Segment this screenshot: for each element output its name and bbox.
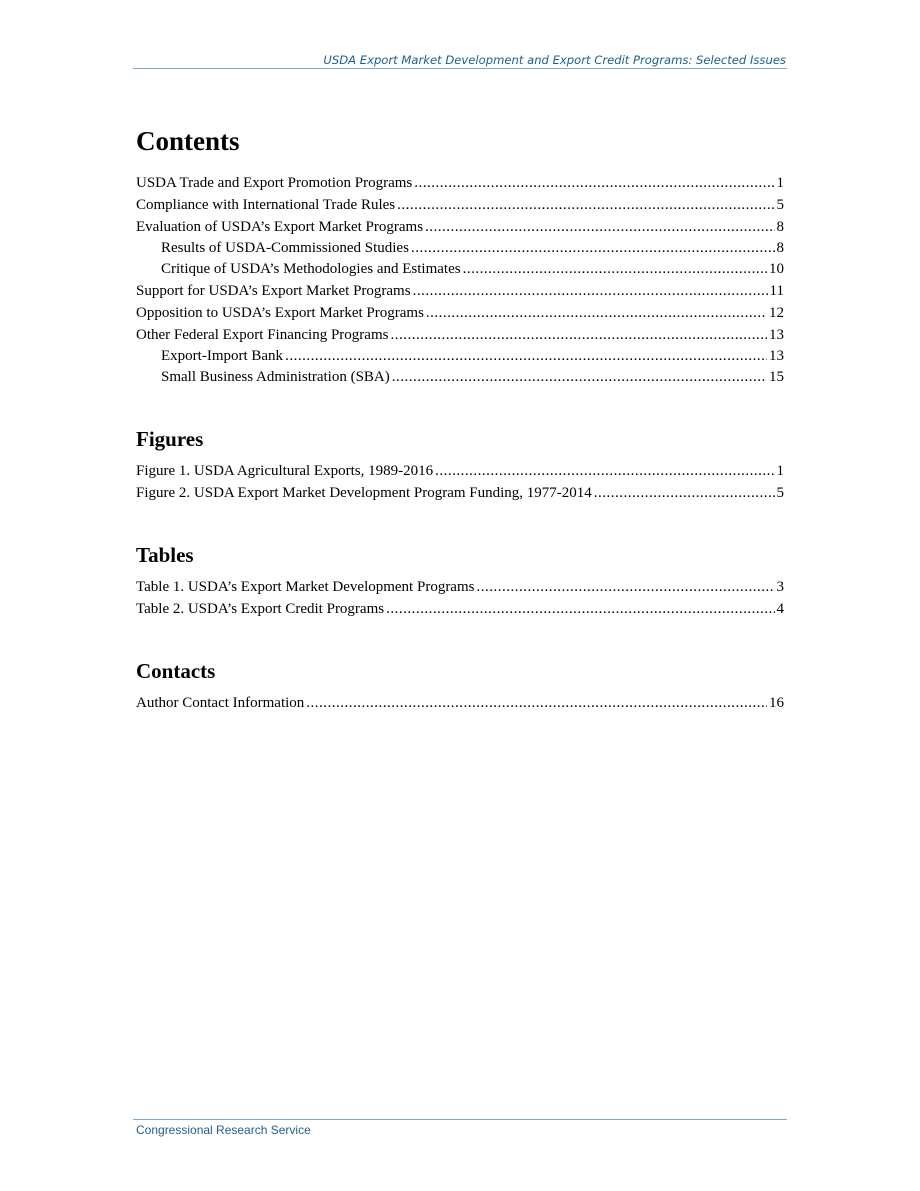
dot-leader xyxy=(435,460,774,482)
toc-entry-evaluation[interactable] xyxy=(136,216,784,238)
toc-label: Results of USDA-Commissioned Studies xyxy=(161,240,409,256)
toc-label: Figure 1. USDA Agricultural Exports, 1989-2016 xyxy=(136,463,434,479)
toc-page-number: 13 xyxy=(769,327,784,343)
dot-leader xyxy=(413,280,768,302)
toc-entry-other-federal[interactable] xyxy=(136,324,784,346)
toc-page-number: 1 xyxy=(776,175,784,191)
toc-label: Other Federal Export Financing Programs xyxy=(136,327,389,343)
toc-page-number: 15 xyxy=(769,369,784,385)
toc-entry-support[interactable] xyxy=(136,280,784,302)
toc-entry-table-1[interactable] xyxy=(136,576,784,598)
toc-entry-table-2[interactable] xyxy=(136,598,784,620)
toc-label: Author Contact Information xyxy=(136,695,305,711)
dot-leader xyxy=(392,367,767,388)
toc-label: Compliance with International Trade Rules xyxy=(136,197,396,213)
contents-list xyxy=(136,172,784,388)
dot-leader xyxy=(426,302,767,324)
toc-page-number: 8 xyxy=(776,240,784,256)
contacts-list xyxy=(136,692,784,714)
toc-entry-author-contact[interactable] xyxy=(136,692,784,714)
dot-leader xyxy=(285,346,767,367)
toc-page-number: 8 xyxy=(776,219,784,235)
toc-label: Opposition to USDA’s Export Market Programs xyxy=(136,305,424,321)
dot-leader xyxy=(306,692,767,714)
toc-entry-figure-1[interactable] xyxy=(136,460,784,482)
toc-page-number: 1 xyxy=(776,463,784,479)
toc-entry-trade-export-promotion[interactable] xyxy=(136,172,784,194)
dot-leader xyxy=(425,216,774,238)
toc-page-number: 10 xyxy=(769,261,784,277)
toc-page-number: 12 xyxy=(769,305,784,321)
toc-page-number: 5 xyxy=(776,197,784,213)
toc-page-number: 3 xyxy=(776,579,784,595)
toc-label: Critique of USDA’s Methodologies and Estimates xyxy=(161,261,461,277)
header-rule xyxy=(133,68,787,69)
toc-label: Evaluation of USDA’s Export Market Programs xyxy=(136,219,424,235)
dot-leader xyxy=(594,482,775,504)
toc-entry-sba[interactable] xyxy=(136,367,784,388)
dot-leader xyxy=(463,259,767,280)
contents-title: Contents xyxy=(136,126,240,156)
footer-rule xyxy=(133,1119,787,1120)
toc-page-number: 11 xyxy=(769,283,784,299)
dot-leader xyxy=(397,194,774,216)
tables-list xyxy=(136,576,784,620)
toc-page-number: 13 xyxy=(769,348,784,364)
toc-page-number: 5 xyxy=(776,485,784,501)
toc-label: Table 2. USDA’s Export Credit Programs xyxy=(136,601,385,617)
toc-label: Small Business Administration (SBA) xyxy=(161,369,390,385)
toc-page-number: 4 xyxy=(776,601,784,617)
toc-label: USDA Trade and Export Promotion Programs xyxy=(136,175,413,191)
toc-page-number: 16 xyxy=(769,695,784,711)
running-header: USDA Export Market Development and Export Credit Programs: Selected Issues xyxy=(323,53,786,67)
contacts-title: Contacts xyxy=(136,659,216,683)
toc-label: Figure 2. USDA Export Market Development Program Funding, 1977-2014 xyxy=(136,485,592,501)
dot-leader xyxy=(390,324,767,346)
toc-entry-opposition[interactable] xyxy=(136,302,784,324)
toc-entry-compliance[interactable] xyxy=(136,194,784,216)
dot-leader xyxy=(476,576,774,598)
figures-list xyxy=(136,460,784,504)
toc-entry-critique[interactable] xyxy=(136,259,784,280)
toc-entry-export-import-bank[interactable] xyxy=(136,346,784,367)
toc-entry-figure-2[interactable] xyxy=(136,482,784,504)
dot-leader xyxy=(386,598,774,620)
dot-leader xyxy=(411,238,775,259)
toc-label: Export-Import Bank xyxy=(161,348,284,364)
dot-leader xyxy=(414,172,774,194)
toc-label: Table 1. USDA’s Export Market Development Programs xyxy=(136,579,475,595)
tables-title: Tables xyxy=(136,543,194,567)
footer-source: Congressional Research Service xyxy=(136,1123,311,1137)
figures-title: Figures xyxy=(136,427,204,451)
toc-label: Support for USDA’s Export Market Programs xyxy=(136,283,411,299)
toc-entry-results-studies[interactable] xyxy=(136,238,784,259)
